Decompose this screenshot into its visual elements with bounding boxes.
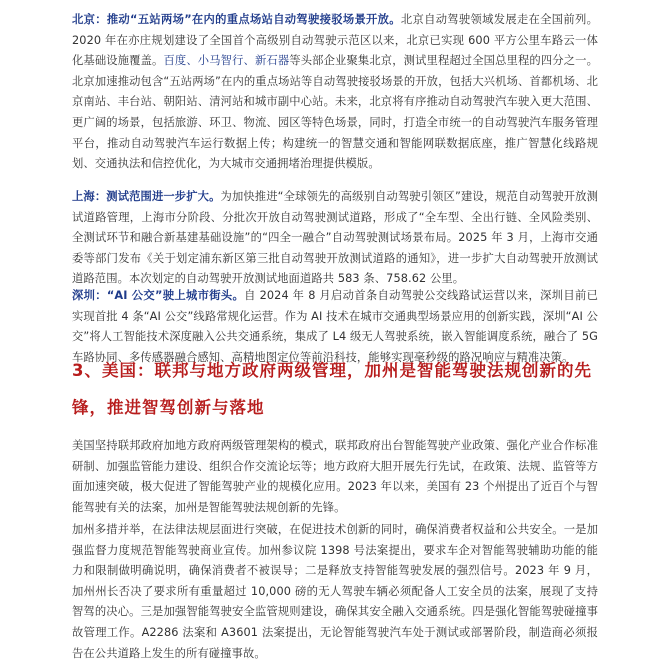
- section-heading-us: 3、美国：联邦与地方政府两级管理，加州是智能驾驶法规创新的先锋，推进智驾创新与落地: [72, 361, 592, 417]
- beijing-text-2: 等头部企业聚集北京，测试里程超过全国总里程的四分之一。北京加速推动包含“五站两场”在内的重点场站等自动驾驶接驳场景的开放，包括大兴机场、首都机场、北京南站、丰台站、朝阳站、清河站和城市副中心站。未来，北京将有序推动自动驾驶汽车驶入更大范围、更广阔的场景，包括旅游、环卫、物流、园区等特色场景，同时，打造全市统一的自动驾驶汽车服务管理平台，推动自动驾驶汽车运行数据上传；构建统一的智慧交通和智能网联数据底座，推广智慧化线路规划、交通执法和信控优化，为大城市交通拥堵治理提供模版。: [72, 54, 598, 171]
- beijing-companies: 百度、小马智行、新石器: [163, 54, 290, 68]
- shenzhen-lead: 深圳：“AI 公交”驶上城市街头。: [72, 289, 245, 302]
- beijing-lead: 北京：推动“五站两场”在内的重点场站自动驾驶接驳场景开放。: [72, 13, 401, 26]
- paragraph-us-2: 加州多措并举，在法律法规层面进行突破，在促进技术创新的同时，确保消费者权益和公共安全。一是加强监督力度规范智能驾驶商业宣传。加州参议院 1398 号法案提出，要求车企对智能驾驶辅助功能的能力和限制做明确说明，确保消费者不被误导；二是释放支持智能驾驶发展的强烈信号。2023 年 9 月，加州州长否决了要求所有重量超过 10,000 磅的无人驾驶车辆必须配备人工安全员的法案，展现了支持智驾的决心。三是加强智能驾驶安全监管规则建设，确保其安全融入交通系统。四是强化智能驾驶碰撞事故管理工作。A2286 法案和 A3601 法案提出，无论智能驾驶汽车处于测试或部署阶段，制造商必须报告在公共道路上发生的所有碰撞事故。: [72, 523, 598, 660]
- paragraph-us-1: 美国坚持联邦政府加地方政府两级管理架构的模式，联邦政府出台智能驾驶产业政策、强化产业合作标准研制、加强监管能力建设、组织合作交流论坛等；地方政府大胆开展先行先试，在政策、法规、监管等方面加速突破，极大促进了智能驾驶产业的规模化应用。2023 年以来，美国有 23 个州提出了近百个与智能驾驶有关的法案，加州是智能驾驶法规创新的先锋。: [72, 439, 598, 514]
- shanghai-lead: 上海：测试范围进一步扩大。: [72, 190, 221, 203]
- shenzhen-text: 自 2024 年 8 月启动首条自动驾驶公交线路试运营以来，深圳目前已实现首批 4 条“AI 公交”线路常规化运营。作为 AI 技术在城市交通典型场景应用的创新实践，深圳“AI 公交”将人工智能技术深度融入公共交通系统，集成了 L4 级无人驾驶系统，嵌入智能调度系统，融合了 5G 车路协同、多传感器融合感知、高精地图定位等前沿科技，能够实现毫秒级的路况响应与精准决策。: [72, 289, 598, 364]
- shanghai-text: 为加快推进“全球领先的高级别自动驾驶引领区”建设，规范自动驾驶开放测试道路管理，上海市分阶段、分批次开放自动驾驶测试道路，形成了“全车型、全出行链、全风险类别、全测试环节和融合新基建基础设施”的“四全一融合”自动驾驶测试场景布局。2025 年 3 月，上海市交通委等部门发布《关于划定浦东新区第三批自动驾驶开放测试道路的通知》，进一步扩大自动驾驶开放测试道路范围。本次划定的自动驾驶开放测试地面道路共 583 条、758.62 公里。: [72, 190, 598, 286]
- beijing-text-1: 北京自动驾驶领域发展走在全国前列。2020 年在亦庄规划建设了全国首个高级别自动驾驶示范区以来，北京已实现 600 平方公里车路云一体化基础设施覆盖。: [72, 13, 598, 68]
- paragraph-shanghai: [72, 187, 598, 290]
- paragraph-beijing: [72, 10, 598, 175]
